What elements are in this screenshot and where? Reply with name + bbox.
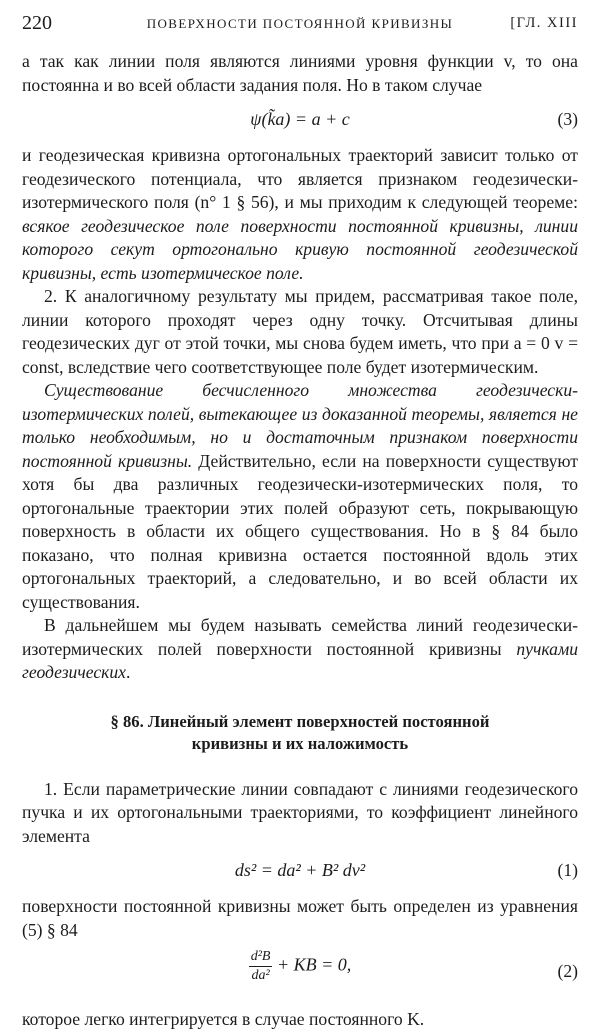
page-header <box>22 12 578 38</box>
equation-2-number: (2) <box>557 961 578 981</box>
paragraph-4-italic: Существование бесчисленного множества геодезически-изотермических полей, вытекающее из доказанной теоремы, является не только необходимым, но и достаточным признаком поверхности постоянной кривизны. <box>22 380 578 471</box>
equation-1 <box>22 855 578 887</box>
theorem-statement: всякое геодезическое поле поверхности постоянной кривизны, линии которого секут ортогонально кривую постоянной геодезической кривизны, есть изотермическое поле. <box>22 215 578 283</box>
equation-2-fraction <box>249 948 273 985</box>
paragraph-1: а так как линии поля являются линиями уровня функции v, то она постоянна и во всей области задания поля. Но в таком случае <box>22 51 578 95</box>
equation-3 <box>22 104 578 136</box>
page-content <box>22 50 578 1032</box>
page-number: 220 <box>22 12 52 34</box>
equation-1-expression: ds² = da² + B² dv² <box>234 860 366 880</box>
paragraph-5-end: . <box>125 662 131 682</box>
chapter-label: [ГЛ. XIII <box>510 15 578 31</box>
section-heading-line-2: кривизны и их наложимость <box>191 733 409 753</box>
section-heading-line-1: § 86. Линейный элемент поверхностей постоянной <box>110 711 490 731</box>
paragraph-5-text: В дальнейшем мы будем называть семейства линий геодезически-изотермических полей поверхности постоянной кривизны <box>22 615 578 659</box>
equation-2-rest: + KB = 0, <box>276 954 352 975</box>
paragraph-4-text: Действительно, если на поверхности существуют хотя бы два различных геодезически-изотермических поля, то ортогональные траектории этих полей образуют сеть, покрывающую поверхность в области их общего существования. Но в § 84 было показано, что полная кривизна остается постоянной вдоль этих ортогональных траекторий, а следовательно, и во всей области их существования. <box>22 450 578 612</box>
paragraph-5-italic: пучками геодезических <box>22 638 578 682</box>
paragraph-4 <box>22 379 578 614</box>
paragraph-7: поверхности постоянной кривизны может быть определен из уравнения (5) § 84 <box>22 896 578 940</box>
paragraph-8: которое легко интегрируется в случае постоянного K. <box>22 1009 425 1029</box>
paragraph-6: 1. Если параметрические линии совпадают с линиями геодезического пучка и их ортогональными траекториями, то коэффициент линейного элемента <box>22 778 578 846</box>
equation-3-number: (3) <box>557 109 578 129</box>
equation-2-denominator: da² <box>251 968 270 983</box>
paragraph-2 <box>22 144 578 285</box>
paragraph-5 <box>22 614 578 685</box>
equation-2-expression <box>22 948 578 985</box>
running-title: ПОВЕРХНОСТИ ПОСТОЯННОЙ КРИВИЗНЫ <box>146 16 454 31</box>
equation-2 <box>22 946 578 996</box>
equation-2-numerator: d²B <box>249 948 273 967</box>
paragraph-2-text: и геодезическая кривизна ортогональных траекторий зависит только от геодезического потенциала, что является признаком геодезически-изотермического поля (n° 1 § 56), и мы приходим к следующей теореме: <box>22 145 578 212</box>
paragraph-3: 2. К аналогичному результату мы придем, рассматривая такое поле, линии которого проходят через одну точку. Отсчитывая длины геодезических дуг от этой точки, мы снова будем иметь, что при a = 0 v = const, вследствие чего соответствующее поле будет изотермическим. <box>22 286 578 377</box>
equation-3-expression: ψ(k͂a) = a + c <box>250 109 350 129</box>
section-heading <box>22 711 578 755</box>
equation-1-number: (1) <box>557 860 578 880</box>
